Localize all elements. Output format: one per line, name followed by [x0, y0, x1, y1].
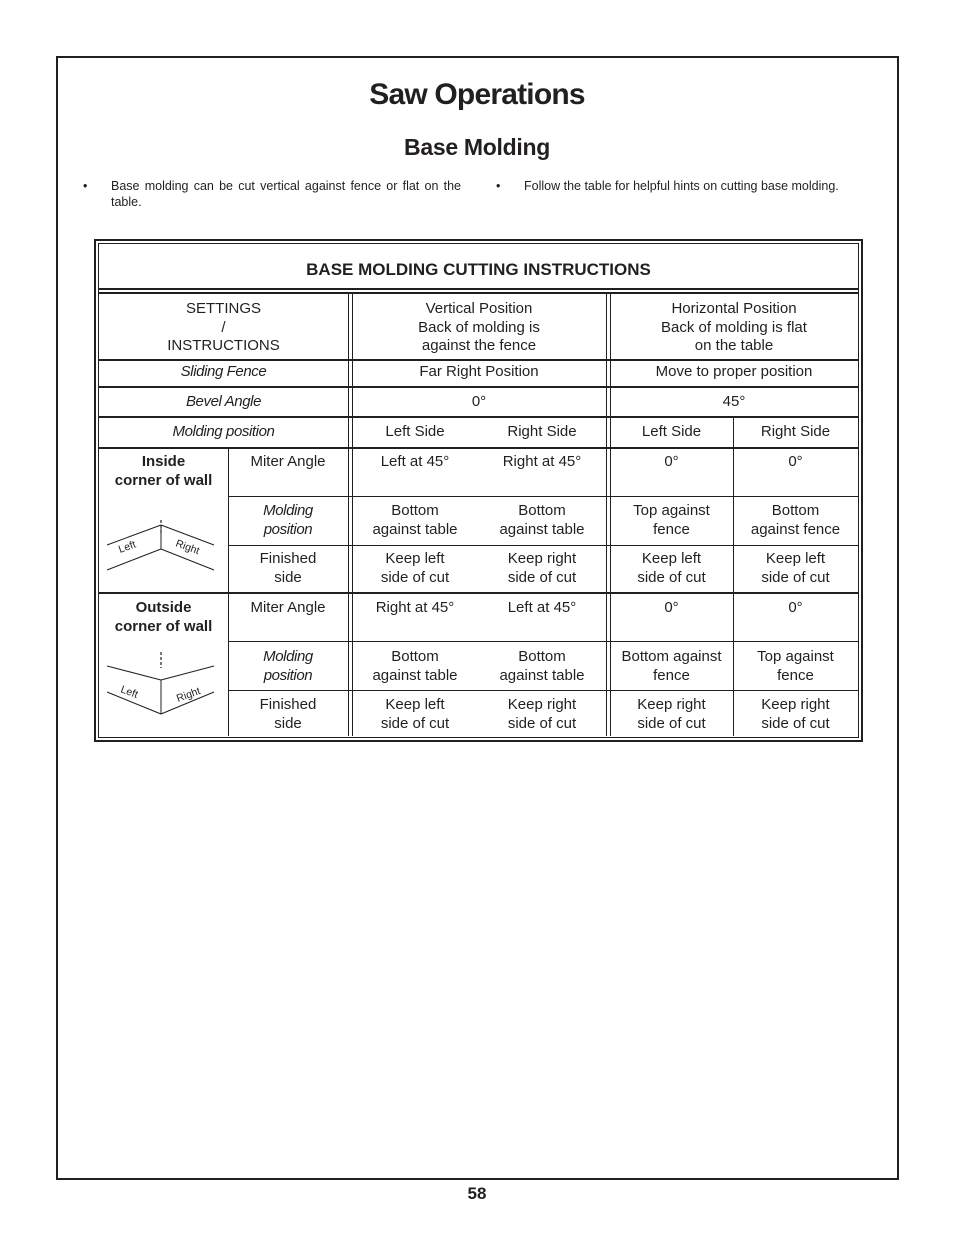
- cell-line: corner of wall: [114, 617, 213, 635]
- cell-line: Miter Angle: [250, 453, 326, 470]
- table-cell: [733, 648, 858, 685]
- cell-line: 45°: [722, 393, 746, 410]
- cell-line: Left Side: [385, 423, 445, 440]
- cell-line: Keep right: [637, 696, 706, 713]
- inside-corner-label: [99, 453, 228, 490]
- table-cell: [352, 696, 478, 733]
- cell-line: side of cut: [380, 568, 450, 586]
- diagram-right-label: Right: [173, 537, 202, 558]
- cell-line: Bottom: [518, 502, 566, 519]
- cell-line: Vertical Position: [425, 300, 533, 317]
- row-label-bevel-angle: [99, 393, 348, 412]
- cell-line: Bevel Angle: [185, 393, 262, 410]
- cell-line: Keep right: [507, 550, 577, 567]
- cell-line: Right Side: [507, 423, 577, 440]
- outside-corner-label: [99, 599, 228, 636]
- cell-line: Horizontal Position: [671, 300, 797, 317]
- table-cell: [610, 363, 858, 382]
- cell-line: Keep left: [385, 696, 445, 713]
- header-settings: [99, 300, 348, 356]
- cell-line: against table: [499, 666, 585, 684]
- table-rule: [99, 288, 858, 289]
- table-cell: [733, 453, 858, 472]
- cell-line: Keep left: [765, 550, 826, 567]
- table-cell: [610, 696, 733, 733]
- cell-line: side of cut: [761, 568, 830, 586]
- cell-line: against table: [499, 520, 585, 538]
- table-cell: [352, 453, 478, 472]
- table-rule: [99, 447, 858, 449]
- table-cell: [352, 550, 478, 587]
- table-cell: [478, 502, 606, 539]
- table-cell: [478, 599, 606, 618]
- cell-line: 0°: [788, 453, 803, 470]
- table-cell: [478, 453, 606, 472]
- cell-line: INSTRUCTIONS: [167, 337, 280, 354]
- table-cell: [352, 393, 606, 412]
- cell-line: Sliding Fence: [180, 363, 267, 380]
- table-cell: [478, 423, 606, 442]
- inside-corner-diagram: [102, 513, 222, 593]
- cell-line: Left at 45°: [380, 453, 450, 470]
- table-rule: [228, 496, 858, 497]
- cell-line: Finished: [259, 550, 317, 567]
- cell-line: Left at 45°: [507, 599, 577, 616]
- cell-line: against the fence: [421, 337, 537, 354]
- cell-line: Molding: [263, 502, 313, 519]
- cell-line: corner of wall: [114, 471, 213, 489]
- cell-line: Left Side: [641, 423, 702, 440]
- section-title: Base Molding: [404, 134, 550, 160]
- table-rule: [228, 690, 858, 691]
- table-cell: [610, 550, 733, 587]
- diagram-left-label: Left: [118, 683, 140, 701]
- table-rule: [228, 447, 229, 736]
- table-rule: [99, 292, 858, 293]
- cell-line: Keep left: [641, 550, 702, 567]
- table-cell: [610, 453, 733, 472]
- row-label-molding-position: [99, 423, 348, 442]
- row-label: [228, 453, 348, 472]
- cell-line: side of cut: [761, 714, 830, 732]
- cell-line: Right at 45°: [502, 453, 582, 470]
- cell-line: position: [263, 666, 313, 684]
- cell-line: Molding position: [172, 423, 275, 440]
- table-cell: [610, 648, 733, 685]
- table-cell: [478, 696, 606, 733]
- row-label: [228, 550, 348, 587]
- bullet-text: Base molding can be cut vertical against fence or flat on the table.: [111, 179, 461, 209]
- table-cell: [478, 648, 606, 685]
- header-horizontal: [610, 300, 858, 356]
- table-cell: [733, 502, 858, 539]
- cell-line: 0°: [471, 393, 487, 410]
- cell-line: side of cut: [507, 714, 577, 732]
- cell-line: Bottom against: [621, 648, 722, 665]
- diagram-right-label: Right: [174, 685, 203, 705]
- table-cell: [610, 393, 858, 412]
- cell-line: side: [274, 714, 302, 732]
- cell-line: SETTINGS: [185, 300, 261, 317]
- cell-line: against table: [372, 666, 458, 684]
- table-rule: [99, 359, 858, 361]
- cell-line: Back of molding is: [418, 318, 540, 336]
- cell-line: Right Side: [760, 423, 831, 440]
- cell-line: Bottom: [391, 648, 439, 665]
- cell-line: Back of molding is flat: [661, 318, 807, 336]
- cell-line: Inside: [141, 453, 186, 470]
- table-cell: [610, 502, 733, 539]
- cell-line: /: [221, 318, 226, 336]
- cell-line: side: [274, 568, 302, 586]
- row-label: [228, 502, 348, 539]
- table-cell: [352, 502, 478, 539]
- cell-line: side of cut: [380, 714, 450, 732]
- cell-line: 0°: [788, 599, 803, 616]
- cell-line: side of cut: [507, 568, 577, 586]
- cell-line: Keep right: [761, 696, 830, 713]
- table-rule: [228, 545, 858, 546]
- table-cell: [733, 599, 858, 618]
- row-label: [228, 648, 348, 685]
- bullet-symbol: •: [496, 179, 501, 193]
- cell-line: position: [263, 520, 313, 538]
- diagram-left-label: Left: [116, 538, 138, 556]
- table-cell: [733, 423, 858, 442]
- cell-line: Far Right Position: [419, 363, 539, 380]
- table-rule: [99, 416, 858, 417]
- table-cell: [610, 599, 733, 618]
- table-cell: [478, 550, 606, 587]
- cell-line: Keep right: [507, 696, 577, 713]
- row-label-sliding-fence: [99, 363, 348, 382]
- cell-line: Bottom: [391, 502, 439, 519]
- table-title: BASE MOLDING CUTTING INSTRUCTIONS: [306, 260, 651, 279]
- cell-line: Finished: [259, 696, 317, 713]
- cell-line: Bottom: [771, 502, 820, 519]
- cell-line: against table: [372, 520, 458, 538]
- bullet-symbol: •: [83, 179, 88, 193]
- cell-line: Top against: [633, 502, 710, 519]
- cell-line: Keep left: [385, 550, 445, 567]
- header-vertical: [352, 300, 606, 356]
- table-cell: [352, 423, 478, 442]
- cell-line: Molding: [263, 648, 313, 665]
- table-cell: [352, 648, 478, 685]
- cell-line: fence: [653, 520, 690, 538]
- cell-line: Bottom: [518, 648, 566, 665]
- cell-line: 0°: [664, 599, 679, 616]
- cell-line: on the table: [694, 337, 774, 354]
- cell-line: Move to proper position: [655, 363, 813, 380]
- cell-line: 0°: [664, 453, 679, 470]
- page-title: Saw Operations: [369, 78, 585, 111]
- table-cell: [352, 599, 478, 618]
- table-rule: [99, 386, 858, 387]
- cell-line: Top against: [757, 648, 834, 665]
- cell-line: against fence: [750, 520, 841, 538]
- table-cell: [610, 423, 733, 442]
- table-rule: [228, 641, 858, 642]
- outside-corner-diagram: [102, 644, 222, 724]
- cell-line: Right at 45°: [375, 599, 455, 616]
- table-cell: [352, 363, 606, 382]
- cell-line: fence: [653, 666, 690, 684]
- table-cell: [733, 696, 858, 733]
- page-number: 58: [467, 1184, 487, 1203]
- cell-line: side of cut: [637, 568, 706, 586]
- bullet-text: Follow the table for helpful hints on cutting base molding.: [524, 179, 839, 193]
- cell-line: side of cut: [637, 714, 706, 732]
- row-label: [228, 599, 348, 618]
- table-cell: [733, 550, 858, 587]
- row-label: [228, 696, 348, 733]
- cell-line: Miter Angle: [250, 599, 326, 616]
- cell-line: fence: [777, 666, 814, 684]
- cell-line: Outside: [135, 599, 192, 616]
